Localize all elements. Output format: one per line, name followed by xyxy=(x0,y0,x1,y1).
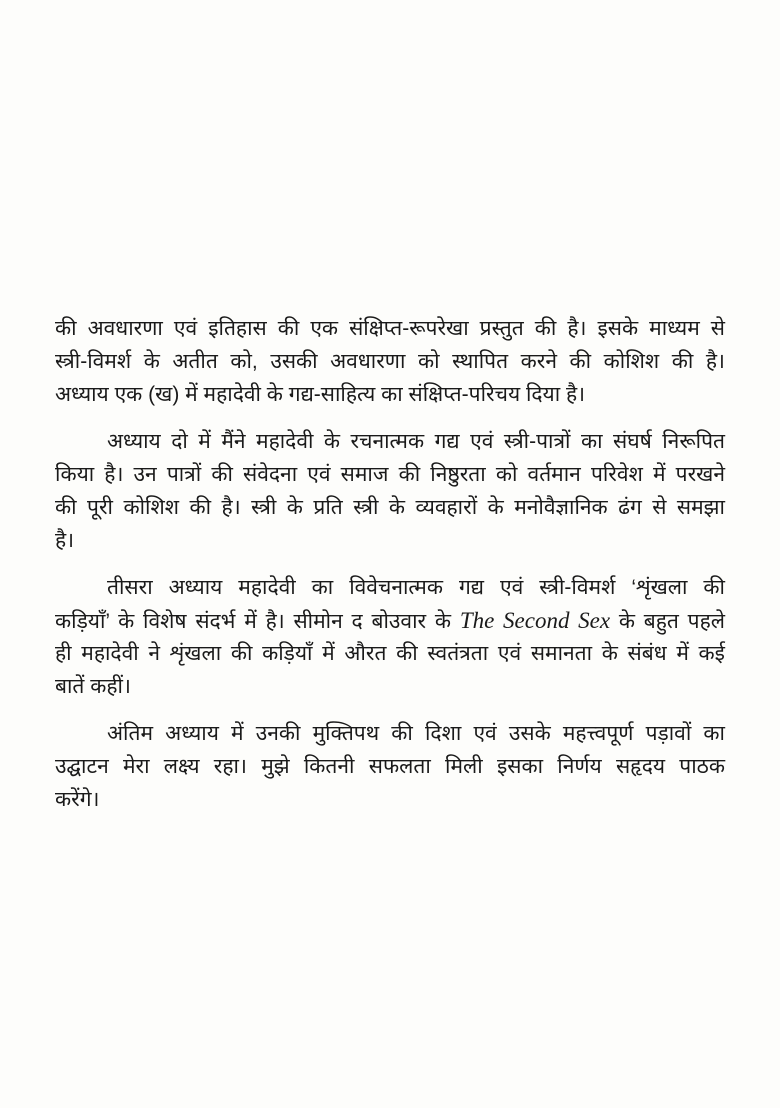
text-line: स्त्री-विमर्श के अतीत को, उसकी अवधारणा को स्थापित करने की कोशिश की है। xyxy=(55,350,725,373)
text-line: बातें कहीं। xyxy=(55,675,131,698)
paragraph-4 xyxy=(55,717,725,816)
paragraph-3 xyxy=(55,571,725,703)
text-line: उद्घाटन मेरा लक्ष्य रहा। मुझे कितनी सफलता मिली इसका निर्णय सहृदय पाठक xyxy=(55,755,725,778)
book-title: The Second Sex xyxy=(459,608,611,633)
paragraph-2 xyxy=(55,425,725,557)
text-line: की पूरी कोशिश की है। स्त्री के प्रति स्त्री के व्यवहारों के मनोवैज्ञानिक ढंग से समझा xyxy=(55,496,725,519)
text-line: तीसरा अध्याय महादेवी का विवेचनात्मक गद्य एवं स्त्री-विमर्श ‘शृंखला की xyxy=(107,576,725,599)
paragraph-1 xyxy=(55,312,725,411)
text-line: अध्याय दो में मैंने महादेवी के रचनात्मक गद्य एवं स्त्री-पात्रों का संघर्ष निरूपित xyxy=(107,430,725,453)
text-line xyxy=(55,604,725,637)
document-body xyxy=(55,312,725,830)
text-segment: कड़ियाँ’ के विशेष संदर्भ में है। सीमोन द बोउवार के xyxy=(55,610,460,633)
text-line: किया है। उन पात्रों की संवेदना एवं समाज की निष्ठुरता को वर्तमान परिवेश में परखने xyxy=(55,463,725,486)
text-line: करेंगे। xyxy=(55,788,100,811)
text-line: ही महादेवी ने शृंखला की कड़ियाँ में औरत की स्वतंत्रता एवं समानता के संबंध में कई xyxy=(55,642,725,665)
text-line: अध्याय एक (ख) में महादेवी के गद्य-साहित्य का संक्षिप्त-परिचय दिया है। xyxy=(55,383,586,406)
text-line: की अवधारणा एवं इतिहास की एक संक्षिप्त-रूपरेखा प्रस्तुत की है। इसके माध्यम से xyxy=(55,317,725,340)
text-line: है। xyxy=(55,529,75,552)
text-segment: के बहुत पहले xyxy=(610,610,725,633)
text-line: अंतिम अध्याय में उनकी मुक्तिपथ की दिशा एवं उसके महत्त्वपूर्ण पड़ावों का xyxy=(107,722,725,745)
